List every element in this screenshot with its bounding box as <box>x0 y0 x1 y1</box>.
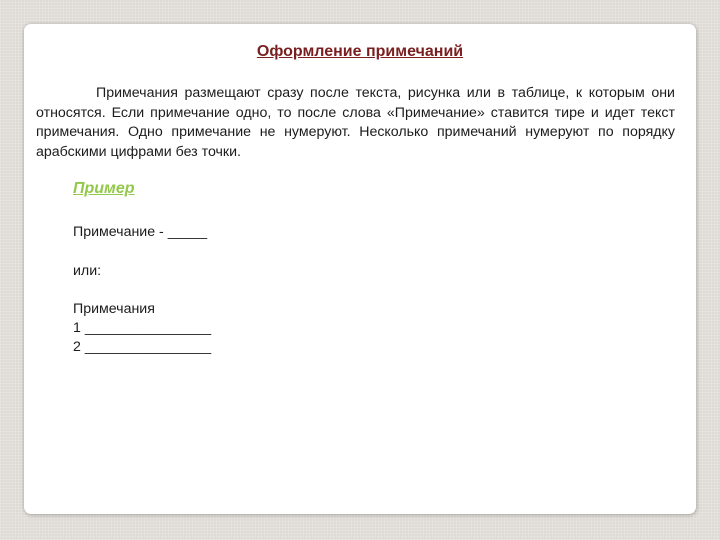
example-single-note: Примечание - _____ <box>73 224 208 240</box>
example-multi-item-1: 1 ________________ <box>73 320 212 336</box>
slide-card <box>24 24 696 514</box>
main-paragraph: Примечания размещают сразу после текста, рисунка или в таблице, к которым они относятся. Если примечание одно, то после слова «Примечание» ставится тире и идет текст примечания. Одно примечание не нумеруют. Несколько примечаний нумеруют по порядку арабскими цифрами без точки. <box>36 85 675 160</box>
slide-title: Оформление примечаний <box>256 43 464 60</box>
example-multi-item-2: 2 ________________ <box>73 339 212 355</box>
example-heading: Пример <box>73 180 135 197</box>
or-label: или: <box>73 263 102 279</box>
example-multi-heading: Примечания <box>73 301 155 317</box>
